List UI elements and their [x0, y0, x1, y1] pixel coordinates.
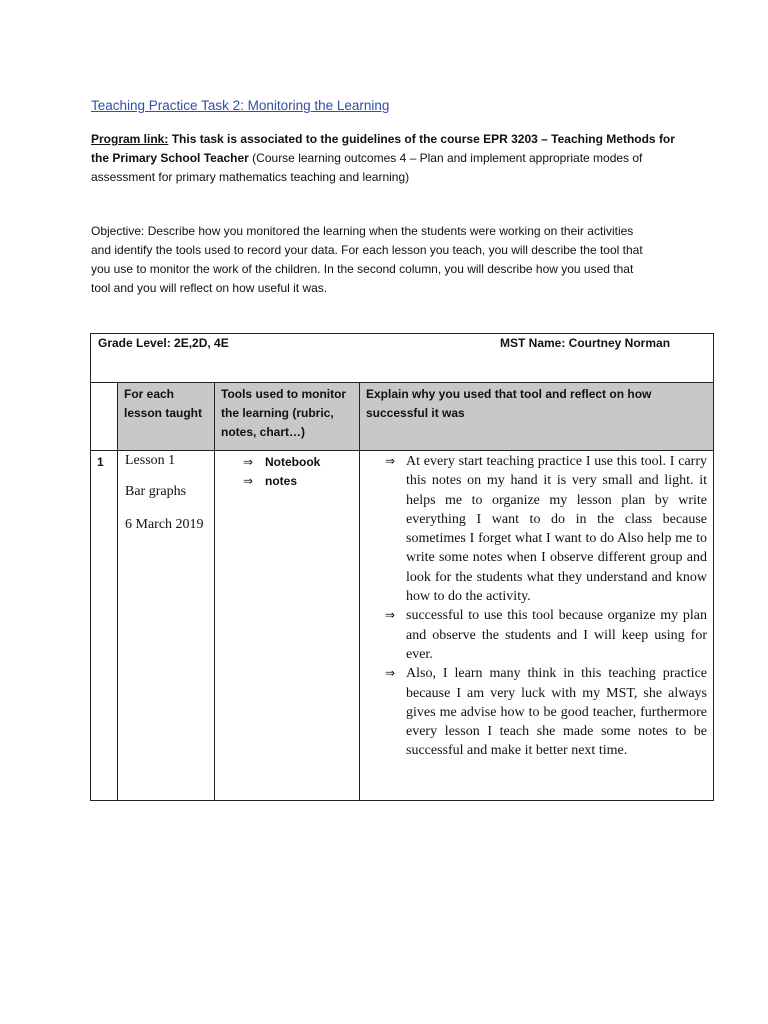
tool-label: Notebook — [265, 455, 321, 469]
mst-name: MST Name: Courtney Norman — [500, 336, 671, 350]
program-link-text: This task is associated to the guidelines of the course — [168, 132, 484, 146]
program-link-label: Program link: — [91, 132, 169, 146]
course-outcomes: (Course learning outcomes 4 – Plan and implement appropriate modes of — [248, 151, 643, 165]
double-right-arrow-icon: ⇒ — [385, 666, 396, 681]
explanation-text: Also, I learn many think in this teaching practice because I am very luck with my MST, she always gives me advise how to be good teacher, furthermore every lesson I teach she made some notes to be successful and make it better next time. — [406, 666, 707, 759]
lesson-name: Lesson 1 — [125, 453, 176, 468]
table-row — [91, 451, 714, 801]
document-title: Teaching Practice Task 2: Monitoring the Learning — [91, 98, 390, 113]
objective-line: and identify the tools used to record your data. For each lesson you teach, you will describe the tool that — [91, 243, 643, 257]
objective-line: Objective: Describe how you monitored the learning when the students were working on their activities — [91, 224, 634, 238]
tools-cell — [215, 451, 360, 801]
explanation-text: successful to use this tool because organize my plan and observe the students and I will keep using for ever. — [406, 608, 707, 662]
list-item — [385, 606, 707, 664]
column-header-row — [91, 383, 714, 451]
course-outcomes-continued: assessment for primary mathematics teaching and learning) — [91, 170, 410, 184]
explanation-cell — [360, 451, 714, 801]
list-item — [243, 472, 359, 491]
double-right-arrow-icon: ⇒ — [243, 455, 254, 469]
objective-line: tool and you will reflect on how useful it was. — [91, 281, 328, 295]
objective-line: you use to monitor the work of the children. In the second column, you will describe how you used that — [91, 262, 634, 276]
grade-mst-cell — [91, 334, 714, 383]
lesson-cell — [118, 451, 215, 801]
tool-label: notes — [265, 474, 298, 488]
column-header: Explain why you used that tool and reflect on how successful it was — [360, 383, 714, 451]
double-right-arrow-icon: ⇒ — [243, 474, 254, 488]
list-item — [385, 452, 707, 606]
row-number: 1 — [97, 455, 104, 469]
grade-level: Grade Level: 2E,2D, 4E — [98, 336, 229, 350]
list-item — [385, 664, 707, 760]
lesson-date: 6 March 2019 — [125, 517, 204, 532]
program-link-paragraph — [91, 130, 691, 187]
column-header: For each lesson taught — [118, 383, 215, 451]
column-header: Tools used to monitor the learning (rubric, notes, chart…) — [215, 383, 360, 451]
double-right-arrow-icon: ⇒ — [385, 454, 396, 468]
table-header-row — [91, 334, 714, 383]
course-name-continued: the Primary School Teacher — [91, 151, 249, 165]
row-number-cell — [91, 451, 118, 801]
objective-paragraph — [91, 222, 691, 298]
number-column-header — [91, 383, 118, 451]
monitoring-table — [90, 333, 714, 801]
list-item — [243, 453, 359, 472]
course-name: EPR 3203 – Teaching Methods for — [483, 132, 675, 146]
explanation-text: At every start teaching practice I use this tool. I carry this notes on my hand it is very small and light. it helps me to organize my lesson plan by write everything I want to do in the class because sometimes I forget what I want to do Also help me to write some notes when I observe different group and look for the students what they understand and know how to do the activity. — [406, 454, 707, 605]
lesson-topic: Bar graphs — [125, 484, 187, 499]
double-right-arrow-icon: ⇒ — [385, 608, 396, 623]
